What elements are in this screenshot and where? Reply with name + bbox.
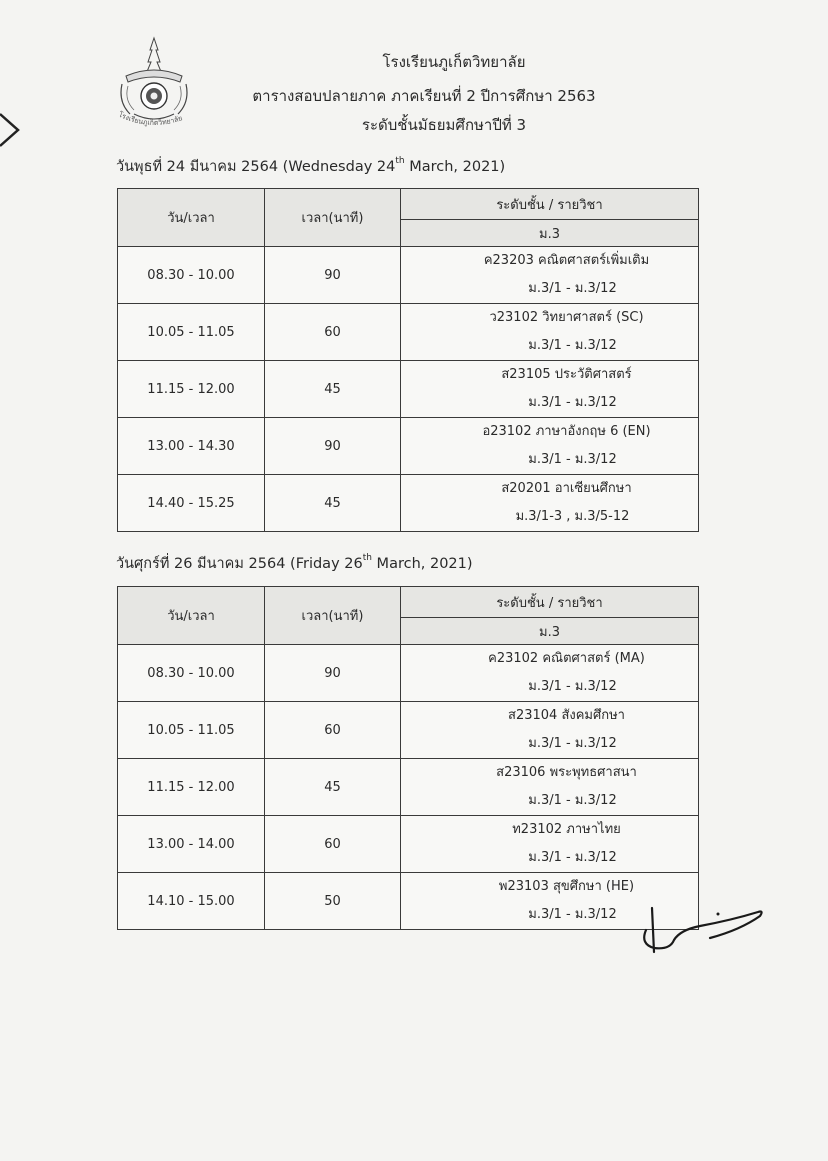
day-heading-text: วันพุธที่ 24 มีนาคม 2564 (Wednesday 24 xyxy=(116,159,396,175)
exam-classes: ม.3/1 - ม.3/12 xyxy=(528,452,617,467)
table-row xyxy=(118,361,699,418)
header-grade: ม.3 xyxy=(401,220,699,247)
header-grade: ม.3 xyxy=(401,618,699,645)
exam-subject: อ23102 ภาษาอังกฤษ 6 (EN) xyxy=(482,424,651,439)
exam-minutes: 60 xyxy=(265,816,401,873)
exam-time: 13.00 - 14.30 xyxy=(118,418,265,475)
exam-subject: ส23105 ประวัติศาสตร์ xyxy=(501,367,632,382)
table-row xyxy=(118,475,699,532)
school-name: โรงเรียนภูเก็ตวิทยาลัย xyxy=(382,53,526,71)
exam-classes: ม.3/1 - ม.3/12 xyxy=(528,907,617,922)
table-row xyxy=(118,816,699,873)
exam-classes: ม.3/1 - ม.3/12 xyxy=(528,850,617,865)
exam-subject: ว23102 วิทยาศาสตร์ (SC) xyxy=(489,310,644,325)
exam-classes: ม.3/1 - ม.3/12 xyxy=(528,736,617,751)
handwritten-signature xyxy=(640,900,770,960)
header-duration: เวลา(นาที) xyxy=(265,189,401,247)
exam-subject: ส23104 สังคมศึกษา xyxy=(508,708,625,723)
exam-time: 14.10 - 15.00 xyxy=(118,873,265,930)
header-day-time: วัน/เวลา xyxy=(118,587,265,645)
day-heading-suffix: March, 2021) xyxy=(371,556,473,572)
day-heading-text: วันศุกร์ที่ 26 มีนาคม 2564 (Friday 26 xyxy=(116,556,363,572)
exam-time: 14.40 - 15.25 xyxy=(118,475,265,532)
header-duration: เวลา(นาที) xyxy=(265,587,401,645)
grade-level: ระดับชั้นมัธยมศึกษาปีที่ 3 xyxy=(361,116,527,134)
exam-time: 10.05 - 11.05 xyxy=(118,702,265,759)
exam-subject: ส23106 พระพุทธศาสนา xyxy=(496,765,637,780)
day-heading-superscript: th xyxy=(362,553,372,563)
table-row xyxy=(118,304,699,361)
chevron-right-icon xyxy=(0,112,22,148)
exam-classes: ม.3/1 - ม.3/12 xyxy=(528,793,617,808)
exam-schedule-table-1 xyxy=(117,188,699,532)
exam-time: 10.05 - 11.05 xyxy=(118,304,265,361)
table-row xyxy=(118,702,699,759)
header-level-subject: ระดับชั้น / รายวิชา xyxy=(401,189,699,220)
exam-schedule-table-2 xyxy=(117,586,699,930)
exam-minutes: 45 xyxy=(265,759,401,816)
exam-subject: ค23203 คณิตศาสตร์เพิ่มเติม xyxy=(483,253,650,268)
exam-time: 11.15 - 12.00 xyxy=(118,759,265,816)
table-row xyxy=(118,759,699,816)
day-heading-2 xyxy=(116,552,473,575)
table-row xyxy=(118,418,699,475)
exam-subject: ค23102 คณิตศาสตร์ (MA) xyxy=(488,651,645,666)
day-heading-suffix: March, 2021) xyxy=(404,159,506,175)
table-row xyxy=(118,873,699,930)
exam-classes: ม.3/1 - ม.3/12 xyxy=(528,281,617,296)
exam-classes: ม.3/1-3 , ม.3/5-12 xyxy=(515,509,630,524)
exam-minutes: 90 xyxy=(265,247,401,304)
exam-minutes: 50 xyxy=(265,873,401,930)
exam-minutes: 90 xyxy=(265,645,401,702)
exam-minutes: 90 xyxy=(265,418,401,475)
exam-time: 08.30 - 10.00 xyxy=(118,247,265,304)
header-level-subject: ระดับชั้น / รายวิชา xyxy=(401,587,699,618)
exam-title: ตารางสอบปลายภาค ภาคเรียนที่ 2 ปีการศึกษา 2563 xyxy=(252,87,596,105)
exam-classes: ม.3/1 - ม.3/12 xyxy=(528,679,617,694)
exam-classes: ม.3/1 - ม.3/12 xyxy=(528,338,617,353)
exam-subject: พ23103 สุขศึกษา (HE) xyxy=(498,879,635,894)
exam-time: 13.00 - 14.00 xyxy=(118,816,265,873)
exam-subject: ส20201 อาเซียนศึกษา xyxy=(501,481,632,496)
logo-text: โรงเรียนภูเก็ตวิทยาลัย xyxy=(117,110,184,128)
exam-minutes: 60 xyxy=(265,304,401,361)
exam-minutes: 45 xyxy=(265,475,401,532)
table-row xyxy=(118,645,699,702)
day-heading-superscript: th xyxy=(395,156,405,166)
exam-minutes: 60 xyxy=(265,702,401,759)
exam-minutes: 45 xyxy=(265,361,401,418)
day-heading-1 xyxy=(116,155,505,178)
exam-time: 08.30 - 10.00 xyxy=(118,645,265,702)
exam-subject: ท23102 ภาษาไทย xyxy=(512,822,621,837)
exam-classes: ม.3/1 - ม.3/12 xyxy=(528,395,617,410)
exam-time: 11.15 - 12.00 xyxy=(118,361,265,418)
table-row xyxy=(118,247,699,304)
header-day-time: วัน/เวลา xyxy=(118,189,265,247)
